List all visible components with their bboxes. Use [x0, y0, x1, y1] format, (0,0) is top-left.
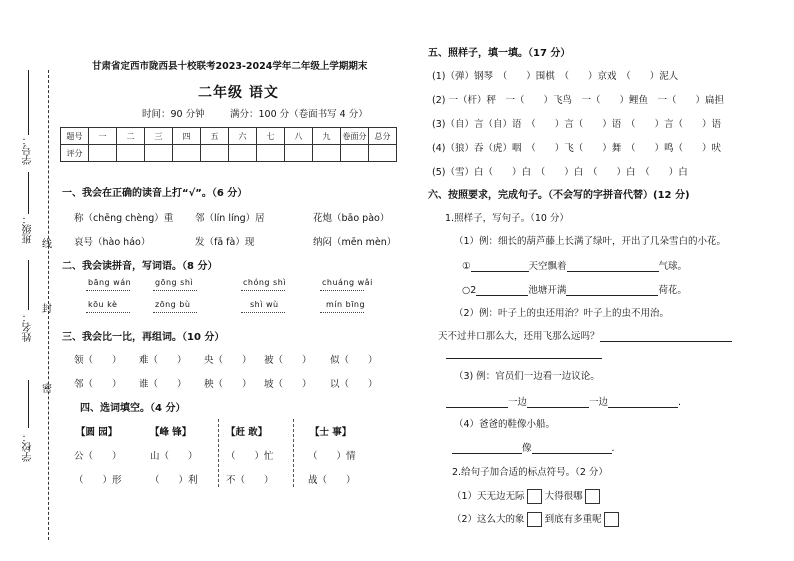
pinyin-3: chóng shì	[243, 278, 287, 287]
s4-group-2: 【峰 锋】	[150, 427, 192, 438]
cell-score-label: 评分	[61, 145, 89, 162]
s1-item-6[interactable]: 纳闷（mēn mèn）	[313, 237, 397, 248]
ex4-text: 像	[522, 443, 532, 454]
ex2-blank-2[interactable]	[446, 358, 602, 359]
s3-r2-1[interactable]: 邻（ ）	[74, 379, 122, 390]
write-box-7[interactable]	[241, 312, 285, 313]
score-cell[interactable]	[313, 145, 341, 162]
s4-r2-3[interactable]: 不（ ）	[226, 475, 274, 486]
ex3-text-1: 一边	[508, 397, 528, 408]
cell-handwriting: 卷面分	[341, 128, 369, 145]
student-id-label: 学号：	[23, 135, 34, 165]
s4-group-1: 【圆 园】	[76, 427, 118, 438]
cell-q6: 六	[229, 128, 257, 145]
s4-group-4: 【士 事】	[310, 427, 352, 438]
ex1-a-blank-2[interactable]	[567, 271, 659, 272]
ex1-a-text-2: 气球。	[658, 261, 688, 272]
s1-item-4[interactable]: 哀号（hào háo）	[74, 237, 151, 248]
cell-q8: 八	[285, 128, 313, 145]
s1-item-3[interactable]: 花炮（bāo pào）	[313, 213, 390, 224]
pinyin-6: zōng bù	[155, 300, 191, 309]
ex3-text-2: 一边	[589, 397, 609, 408]
s4-r1-3[interactable]: （ ）忙	[226, 451, 274, 462]
pinyin-5: kōu kè	[88, 300, 118, 309]
pinyin-4: chuáng wǎi	[322, 278, 373, 287]
example-1: （1）例：细长的葫芦藤上长满了绿叶，开出了几朵雪白的小花。	[454, 236, 727, 247]
s4-divider-2	[293, 419, 294, 487]
ex1-answer-a[interactable]	[462, 258, 687, 272]
ex4-answer[interactable]	[452, 440, 615, 454]
s5-row-3[interactable]: (3)（自）言（自）语 （ ）言（ ）语 （ ）言（ ）语	[432, 119, 721, 130]
q2-s2-text-1: （2）这么大的象	[452, 514, 525, 525]
seal-char-1: 线	[42, 239, 52, 250]
punct-box-3[interactable]	[527, 512, 542, 527]
cell-q3: 三	[145, 128, 173, 145]
score-cell[interactable]	[201, 145, 229, 162]
score-cell[interactable]	[285, 145, 313, 162]
write-box-8[interactable]	[320, 312, 364, 313]
pinyin-1: bāng wán	[88, 278, 132, 287]
cell-q9: 九	[313, 128, 341, 145]
cell-total: 总分	[369, 128, 397, 145]
exam-time: 时间：90 分钟	[142, 109, 205, 120]
circle-number-2-icon: ○2	[462, 285, 477, 296]
q2-sentence-2	[452, 511, 619, 527]
cell-q7: 七	[257, 128, 285, 145]
s5-row-5[interactable]: (5)（雪）白（ ）白 （ ）白 （ ）白 （ ）白	[432, 167, 688, 178]
section-5-title: 五、照样子，填一填。（17 分）	[428, 48, 571, 59]
score-cell[interactable]	[145, 145, 173, 162]
punct-box-2[interactable]	[585, 489, 600, 504]
s3-r2-2[interactable]: 谁（ ）	[139, 379, 187, 390]
section-2-title: 二、我会读拼音，写词语。（8 分）	[62, 261, 218, 272]
punct-box-4[interactable]	[604, 512, 619, 527]
ex3-blank-2[interactable]	[527, 407, 589, 408]
s4-r2-4[interactable]: 战（ ）	[308, 475, 356, 486]
punct-box-1[interactable]	[527, 489, 542, 504]
ex3-blank-3[interactable]	[608, 407, 678, 408]
s3-r1-2[interactable]: 难（ ）	[139, 355, 187, 366]
ex1-answer-b[interactable]	[462, 282, 687, 296]
s4-r1-4[interactable]: （ ）情	[308, 451, 356, 462]
cell-q2: 二	[117, 128, 145, 145]
s4-group-3: 【赶 敢】	[226, 427, 268, 438]
cell-q1: 一	[89, 128, 117, 145]
school-label: 学校：	[23, 432, 34, 462]
q2-title: 2.给句子加合适的标点符号。（2 分）	[452, 467, 608, 478]
s1-item-1[interactable]: 称（chēng chèng）重	[74, 213, 174, 224]
write-box-5[interactable]	[86, 312, 130, 313]
score-cell[interactable]	[369, 145, 397, 162]
s3-r1-4[interactable]: 被（ ）	[264, 355, 312, 366]
ex1-a-blank-1[interactable]	[471, 271, 529, 272]
example-3: （3) 例：官员们一边看一边议论。	[454, 371, 600, 382]
s3-r2-4[interactable]: 坡（ ）	[264, 379, 312, 390]
ex1-b-text-1: 池塘开满	[528, 285, 567, 296]
write-box-4[interactable]	[320, 290, 364, 291]
circle-number-1-icon: ①	[462, 261, 471, 272]
ex3-blank-1[interactable]	[446, 407, 508, 408]
name-label: 姓名：	[23, 312, 34, 342]
q1-title: 1.照样子，写句子。（10 分）	[445, 213, 569, 224]
ex3-answer[interactable]	[446, 394, 681, 408]
school-blank[interactable]	[28, 380, 29, 428]
q2-s1-text-1: （1）天无边无际	[452, 491, 525, 502]
score-cell[interactable]	[89, 145, 117, 162]
section-1-title: 一、我会在正确的读音上打“√”。（6 分）	[62, 188, 248, 199]
score-cell[interactable]	[257, 145, 285, 162]
write-box-1[interactable]	[86, 290, 130, 291]
pinyin-8: mín bīng	[326, 300, 366, 309]
class-blank[interactable]	[28, 172, 29, 214]
s4-r1-1[interactable]: 公（ ）	[74, 451, 122, 462]
section-4-title: 四、选词填空。（4 分）	[80, 403, 186, 414]
cell-q4: 四	[173, 128, 201, 145]
subject-title: 二年级 语文	[198, 85, 279, 101]
pinyin-2: gōng shì	[155, 278, 194, 287]
s4-divider-1	[218, 419, 219, 487]
s3-r1-5[interactable]: 似（ ）	[330, 355, 378, 366]
seal-char-2: 封	[42, 304, 52, 315]
exam-title: 甘肃省定西市陇西县十校联考2023-2024学年二年级上学期期末	[92, 61, 368, 72]
write-box-6[interactable]	[153, 312, 197, 313]
example-2: （2）例：叶子上的虫还用治？叶子上的虫不用治。	[454, 308, 670, 319]
cell-label: 题号	[61, 128, 89, 145]
ex2-question-text: 天不过井口那么大，还用飞那么远吗？	[438, 331, 600, 342]
s1-item-2[interactable]: 邻（lín líng）居	[195, 213, 265, 224]
score-cell[interactable]	[173, 145, 201, 162]
score-cell[interactable]	[117, 145, 145, 162]
score-cell[interactable]	[229, 145, 257, 162]
q2-s2-text-2: 到底有多重呢	[544, 514, 602, 525]
s4-r2-1[interactable]: （ ）形	[74, 475, 122, 486]
s5-row-1[interactable]: (1)（弹）钢琴 （ ）围棋 （ ）京戏 （ ）泥人	[432, 71, 679, 82]
s3-r2-3[interactable]: 秧（ ）	[204, 379, 252, 390]
example-4: （4）爸爸的鞋像小船。	[454, 419, 556, 430]
pinyin-7: shì wù	[250, 300, 279, 309]
ex2-question	[438, 328, 732, 342]
score-table	[60, 127, 397, 162]
s4-r2-2[interactable]: （ ）利	[150, 475, 198, 486]
student-id-blank[interactable]	[28, 70, 29, 135]
q2-s1-text-2: 大得很哪	[544, 491, 583, 502]
ex1-b-text-2: 荷花。	[658, 285, 687, 296]
s4-r1-2[interactable]: 山（ ）	[150, 451, 198, 462]
s1-item-5[interactable]: 发（fā fà）现	[195, 237, 255, 248]
score-info: 满分：100 分（卷面书写 4 分）	[230, 109, 368, 120]
ex4-end: .	[611, 443, 615, 454]
ex1-b-blank-2[interactable]	[566, 295, 658, 296]
score-table-header-row	[61, 128, 397, 145]
class-label: 班级：	[23, 214, 34, 244]
ex1-b-blank-1[interactable]	[476, 295, 528, 296]
ex2-blank-1[interactable]	[600, 341, 732, 342]
write-box-3[interactable]	[241, 290, 285, 291]
s3-r1-3[interactable]: 央（ ）	[204, 355, 252, 366]
s5-row-4[interactable]: (4)（狼）吞（虎）咽 （ ）飞（ ）舞 （ ）鸣（ ）吠	[432, 143, 721, 154]
ex4-blank-1[interactable]	[452, 453, 522, 454]
score-cell[interactable]	[341, 145, 369, 162]
q2-sentence-1	[452, 488, 600, 504]
s3-r2-5[interactable]: 以（ ）	[330, 379, 378, 390]
section-3-title: 三、我会比一比，再组词。（10 分）	[62, 332, 225, 343]
write-box-2[interactable]	[153, 290, 197, 291]
seal-char-3: 密	[42, 384, 52, 395]
section-6-title: 六、按照要求，完成句子。（不会写的字拼音代替）(12 分)	[428, 190, 690, 201]
name-blank[interactable]	[28, 260, 29, 310]
ex1-a-text-1: 天空飘着	[528, 261, 567, 272]
s3-r1-1[interactable]: 领（ ）	[74, 355, 122, 366]
s5-row-2[interactable]: (2) 一（杆）秤 一（ ）飞鸟 一（ ）鲤鱼 一（ ）扁担	[432, 95, 724, 106]
ex3-end: .	[678, 397, 682, 408]
score-table-score-row	[61, 145, 397, 162]
ex4-blank-2[interactable]	[532, 453, 612, 454]
cell-q5: 五	[201, 128, 229, 145]
